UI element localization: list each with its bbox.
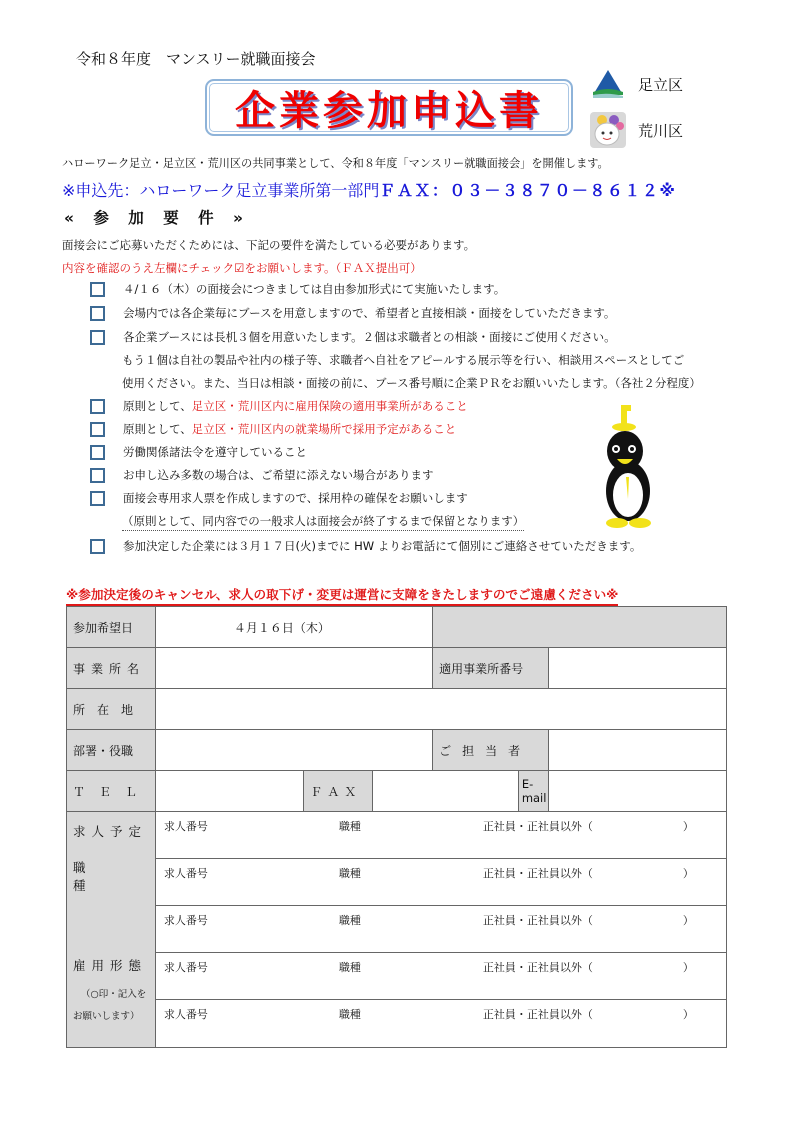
penguin-mascot-icon bbox=[595, 403, 665, 531]
requirement-item bbox=[90, 444, 307, 460]
job-row[interactable] bbox=[155, 812, 726, 859]
requirement-checkbox[interactable] bbox=[90, 306, 105, 321]
job-type-label: 職種 bbox=[338, 914, 361, 927]
requirement-checkbox[interactable] bbox=[90, 539, 105, 554]
jobs-note: お願いします） bbox=[73, 1011, 140, 1022]
adachi-logo-icon bbox=[590, 68, 626, 100]
requirement-text: ４/１６（木）の面接会につきましては自由参加形式にて実施いたします。 bbox=[123, 282, 506, 296]
department-label: 部署・役職 bbox=[67, 730, 156, 771]
requirement-item bbox=[90, 398, 468, 414]
requirement-item bbox=[90, 538, 641, 554]
contact-person-label: ご担当者 bbox=[433, 730, 549, 771]
job-number-label: 求人番号 bbox=[163, 867, 208, 880]
ward-name: 足立区 bbox=[638, 75, 684, 94]
ward-adachi bbox=[590, 68, 683, 100]
employment-type-label: 正社員・正社員以外（ bbox=[482, 1008, 593, 1021]
ward-arakawa bbox=[590, 112, 683, 148]
requirement-text: 参加決定した企業には３月１７日(火)までに HW よりお電話にて個別にご連絡させていただきます。 bbox=[123, 539, 642, 553]
employment-type-label: 正社員・正社員以外（ bbox=[482, 867, 593, 880]
job-number-label: 求人番号 bbox=[163, 961, 208, 974]
requirement-text: 労働関係諸法令を遵守していること bbox=[123, 445, 307, 459]
job-number-label: 求人番号 bbox=[163, 1008, 208, 1021]
employment-close: ） bbox=[682, 961, 694, 974]
job-type-label: 職種 bbox=[338, 1008, 361, 1021]
requirement-item bbox=[90, 305, 615, 321]
job-type-label: 職種 bbox=[338, 867, 361, 880]
office-name-label: 事業所名 bbox=[67, 648, 156, 689]
job-row[interactable] bbox=[155, 953, 726, 1000]
requirement-checkbox[interactable] bbox=[90, 468, 105, 483]
requirement-checkbox[interactable] bbox=[90, 445, 105, 460]
employment-type-label: 正社員・正社員以外（ bbox=[482, 820, 593, 833]
employment-type-label: 正社員・正社員以外（ bbox=[482, 914, 593, 927]
requirement-text: 面接会専用求人票を作成しますので、採用枠の確保をお願いします bbox=[123, 491, 468, 505]
requirement-item bbox=[90, 329, 616, 345]
page-title: 企業参加申込書 bbox=[235, 88, 543, 134]
requirement-item bbox=[90, 281, 505, 297]
requirement-checkbox[interactable] bbox=[90, 422, 105, 437]
employment-close: ） bbox=[682, 1008, 694, 1021]
job-number-label: 求人番号 bbox=[163, 820, 208, 833]
department-input[interactable] bbox=[155, 730, 432, 771]
requirement-text: 会場内では各企業毎にブースを用意しますので、希望者と直接相談・面接をしていただきます。 bbox=[123, 306, 616, 320]
office-number-input[interactable] bbox=[549, 648, 727, 689]
requirements-intro: 面接会にご応募いただくためには、下記の要件を満たしている必要があります。 bbox=[62, 238, 476, 252]
office-name-input[interactable] bbox=[155, 648, 432, 689]
requirement-checkbox[interactable] bbox=[90, 399, 105, 414]
application-destination bbox=[62, 178, 676, 201]
date-label: 参加希望日 bbox=[67, 607, 156, 648]
tel-input[interactable] bbox=[155, 771, 304, 812]
job-type-label: 職種 bbox=[338, 820, 361, 833]
date-shaded-cell bbox=[433, 607, 727, 648]
requirement-text: 原則として、足立区・荒川区内に雇用保険の適用事業所があること bbox=[123, 399, 468, 413]
contact-person-input[interactable] bbox=[549, 730, 727, 771]
ward-name: 荒川区 bbox=[638, 121, 684, 140]
address-label: 所在地 bbox=[67, 689, 156, 730]
requirement-continuation: （原則として、同内容での一般求人は面接会が終了するまで保留となります） bbox=[122, 513, 524, 531]
email-input[interactable] bbox=[549, 771, 727, 812]
requirement-text: 原則として、足立区・荒川区内の就業場所で採用予定があること bbox=[123, 422, 457, 436]
title-banner bbox=[205, 79, 573, 136]
jobs-label: 求人予定 bbox=[73, 824, 148, 839]
jobs-label-cell bbox=[67, 812, 159, 1048]
requirement-item bbox=[90, 490, 468, 506]
intro-text: ハローワーク足立・足立区・荒川区の共同事業として、令和８年度「マンスリー就職面接会」を開催します。 bbox=[62, 157, 609, 170]
job-type-label: 職種 bbox=[338, 961, 361, 974]
jobs-label: 雇用形態 bbox=[73, 958, 148, 973]
requirement-checkbox[interactable] bbox=[90, 330, 105, 345]
office-number-label: 適用事業所番号 bbox=[433, 648, 549, 689]
date-value[interactable]: ４月１６日（木） bbox=[155, 607, 432, 648]
requirement-checkbox[interactable] bbox=[90, 491, 105, 506]
email-label: E-mail bbox=[518, 771, 548, 812]
requirements-instruction: 内容を確認のうえ左欄にチェック☑をお願いします。（ＦＡＸ提出可） bbox=[62, 261, 422, 275]
tel-label: ＴＥＬ bbox=[67, 771, 156, 812]
address-input[interactable] bbox=[155, 689, 726, 730]
application-form bbox=[66, 606, 727, 1048]
requirement-continuation: もう１個は自社の製品や社内の様子等、求職者へ自社をアピールする展示等を行い、相談用スペースとしてご bbox=[122, 353, 685, 367]
jobs-label: 職 種 bbox=[73, 860, 159, 893]
job-row[interactable] bbox=[155, 859, 726, 906]
requirement-item bbox=[90, 421, 456, 437]
cancellation-warning: ※参加決定後のキャンセル、求人の取下げ・変更は運営に支障をきたしますのでご遠慮ください※ bbox=[66, 584, 618, 606]
job-row[interactable] bbox=[155, 1000, 726, 1048]
application-office: ※申込先：ハローワーク足立事業所第一部門 bbox=[62, 181, 380, 200]
requirement-text: お申し込み多数の場合は、ご希望に添えない場合があります bbox=[123, 468, 434, 482]
fax-number: ＦＡＸ：０３－３８７０－８６１２※ bbox=[379, 181, 677, 200]
employment-type-label: 正社員・正社員以外（ bbox=[482, 961, 593, 974]
event-subtitle: 令和８年度 マンスリー就職面接会 bbox=[76, 50, 316, 68]
requirement-continuation: 使用ください。また、当日は相談・面接の前に、ブース番号順に企業ＰＲをお願いいたします。（各社２分程度） bbox=[122, 376, 701, 390]
fax-label: ＦＡＸ bbox=[304, 771, 373, 812]
job-row[interactable] bbox=[155, 906, 726, 953]
employment-close: ） bbox=[682, 867, 694, 880]
requirement-text: 各企業ブースには長机３個を用意いたします。２個は求職者との相談・面接にご使用ください。 bbox=[123, 330, 616, 344]
requirement-checkbox[interactable] bbox=[90, 282, 105, 297]
arakawa-mascot-icon bbox=[590, 112, 626, 148]
job-number-label: 求人番号 bbox=[163, 914, 208, 927]
requirement-item bbox=[90, 467, 434, 483]
employment-close: ） bbox=[682, 820, 694, 833]
fax-input[interactable] bbox=[373, 771, 518, 812]
employment-close: ） bbox=[682, 914, 694, 927]
jobs-note: （○印・記入を bbox=[81, 989, 147, 1000]
requirements-heading: « 参 加 要 件 » bbox=[64, 209, 251, 227]
